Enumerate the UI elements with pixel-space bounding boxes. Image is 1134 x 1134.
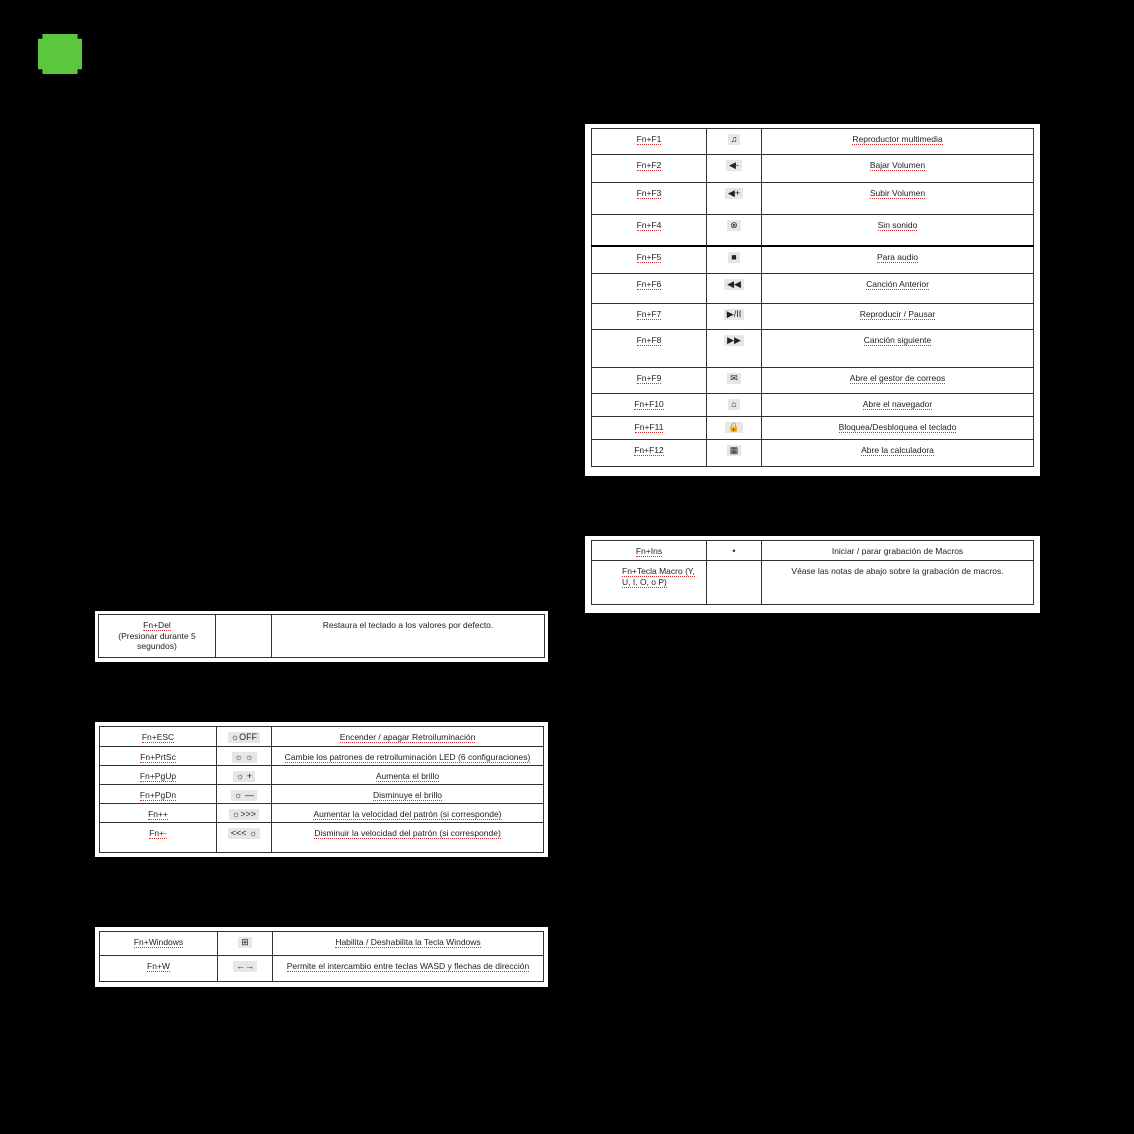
media-row — [592, 129, 1034, 155]
mail-icon: ✉ — [727, 373, 741, 384]
media-key: Fn+F8 — [592, 330, 707, 368]
media-row — [592, 274, 1034, 304]
media-row — [592, 440, 1034, 467]
media-icon-cell — [707, 417, 762, 440]
windows-icon-cell — [218, 932, 273, 956]
lock-icon: 🔒 — [725, 422, 742, 433]
media-key: Fn+F6 — [592, 274, 707, 304]
lighting-icon-cell — [217, 766, 272, 785]
media-desc: Reproductor multimedia — [762, 129, 1034, 155]
media-icon-cell — [707, 246, 762, 274]
volume-down-icon: ◀- — [726, 160, 742, 171]
media-icon-cell — [707, 368, 762, 394]
windows-key: Fn+Windows — [100, 932, 218, 956]
media-key: Fn+F1 — [592, 129, 707, 155]
macro-keys-table — [585, 536, 1040, 613]
media-key: Fn+F3 — [592, 183, 707, 215]
lighting-desc: Aumenta el brillo — [272, 766, 544, 785]
previous-track-icon: ◀◀ — [724, 279, 744, 290]
macro-icon-cell — [707, 561, 762, 605]
media-icon-cell — [707, 440, 762, 467]
media-icon-cell — [707, 183, 762, 215]
windows-desc: Habilita / Deshabilita la Tecla Windows — [273, 932, 544, 956]
media-row — [592, 155, 1034, 183]
speed-down-icon: <<< ☼ — [228, 828, 261, 839]
lighting-row — [100, 747, 544, 766]
music-note-icon: ♫ — [728, 134, 741, 145]
media-row — [592, 183, 1034, 215]
media-row — [592, 394, 1034, 417]
calculator-icon: ▦ — [727, 445, 742, 456]
record-dot-icon: • — [707, 541, 762, 561]
lighting-key: Fn+PrtSc — [100, 747, 217, 766]
media-desc: Bloquea/Desbloquea el teclado — [762, 417, 1034, 440]
media-icon-cell — [707, 274, 762, 304]
macro-record-key: Fn+Ins — [592, 541, 707, 561]
lighting-row — [100, 766, 544, 785]
media-desc: Abre la calculadora — [762, 440, 1034, 467]
speed-up-icon: ☼>>> — [229, 809, 259, 820]
reset-key: Fn+Del (Presionar durante 5 segundos) — [99, 615, 216, 658]
windows-row — [100, 956, 544, 982]
reset-table — [95, 611, 548, 662]
media-key: Fn+F12 — [592, 440, 707, 467]
reset-key-note: (Presionar durante 5 segundos) — [118, 630, 196, 652]
windows-icon-cell — [218, 956, 273, 982]
lighting-row — [100, 785, 544, 804]
stop-icon: ■ — [728, 252, 739, 263]
lighting-icon-cell — [217, 747, 272, 766]
media-key: Fn+F10 — [592, 394, 707, 417]
arrows-swap-icon: ←→ — [233, 961, 257, 972]
media-key: Fn+F5 — [592, 246, 707, 274]
media-row — [592, 215, 1034, 246]
media-key: Fn+F4 — [592, 215, 707, 246]
lighting-icon-cell — [217, 804, 272, 823]
media-icon-cell — [707, 330, 762, 368]
media-desc: Subir Volumen — [762, 183, 1034, 215]
media-key: Fn+F7 — [592, 304, 707, 330]
media-desc: Sin sonido — [762, 215, 1034, 246]
reset-icon-cell — [216, 615, 272, 658]
lighting-key: Fn+PgUp — [100, 766, 217, 785]
media-key: Fn+F2 — [592, 155, 707, 183]
lighting-icon-cell — [217, 823, 272, 853]
lighting-row — [100, 727, 544, 747]
media-row — [592, 304, 1034, 330]
play-pause-icon: ▶/II — [724, 309, 744, 320]
media-icon-cell — [707, 394, 762, 417]
media-key: Fn+F11 — [592, 417, 707, 440]
lighting-desc: Encender / apagar Retroiluminación — [272, 727, 544, 747]
media-icon-cell — [707, 304, 762, 330]
mute-icon: ⊗ — [727, 220, 741, 231]
lighting-key: Fn++ — [100, 804, 217, 823]
lighting-row — [100, 804, 544, 823]
lighting-desc: Disminuir la velocidad del patrón (si corresponde) — [272, 823, 544, 853]
macro-key: Fn+Tecla Macro (Y, U, I, O, o P) — [592, 561, 707, 605]
media-row — [592, 330, 1034, 368]
reset-desc: Restaura el teclado a los valores por defecto. — [272, 615, 545, 658]
windows-keys-table — [95, 927, 548, 987]
brightness-up-icon: ☼ + — [233, 771, 255, 782]
backlight-off-icon: ☼OFF — [228, 732, 260, 743]
lighting-row — [100, 823, 544, 853]
volume-up-icon: ◀+ — [725, 188, 743, 199]
home-icon: ⌂ — [728, 399, 739, 410]
windows-desc: Permite el intercambio entre teclas WASD y flechas de dirección — [273, 956, 544, 982]
lighting-key: Fn+PgDn — [100, 785, 217, 804]
media-desc: Abre el gestor de correos — [762, 368, 1034, 394]
media-desc: Canción siguiente — [762, 330, 1034, 368]
media-row — [592, 417, 1034, 440]
media-desc: Bajar Volumen — [762, 155, 1034, 183]
media-keys-table — [585, 124, 1040, 476]
media-icon-cell — [707, 155, 762, 183]
lighting-keys-table — [95, 722, 548, 857]
next-track-icon: ▶▶ — [724, 335, 744, 346]
media-desc: Para audio — [762, 246, 1034, 274]
media-icon-cell — [707, 129, 762, 155]
media-desc: Abre el navegador — [762, 394, 1034, 417]
media-desc: Canción Anterior — [762, 274, 1034, 304]
macro-record-desc: Iniciar / parar grabación de Macros — [762, 541, 1034, 561]
windows-key: Fn+W — [100, 956, 218, 982]
lighting-key: Fn+- — [100, 823, 217, 853]
lighting-desc: Cambie los patrones de retroiluminación LED (6 configuraciones) — [272, 747, 544, 766]
windows-row — [100, 932, 544, 956]
backlight-pattern-icon: ☼ ☼ — [232, 752, 257, 763]
media-icon-cell — [707, 215, 762, 246]
media-row — [592, 368, 1034, 394]
media-row — [592, 246, 1034, 274]
lighting-desc: Aumentar la velocidad del patrón (si corresponde) — [272, 804, 544, 823]
media-desc: Reproducir / Pausar — [762, 304, 1034, 330]
lighting-icon-cell — [217, 785, 272, 804]
brightness-down-icon: ☼ — — [231, 790, 257, 801]
lighting-key: Fn+ESC — [100, 727, 217, 747]
brand-logo — [38, 34, 82, 74]
media-key: Fn+F9 — [592, 368, 707, 394]
lighting-desc: Disminuye el brillo — [272, 785, 544, 804]
windows-logo-icon: ⊞ — [238, 937, 252, 948]
macro-key-desc: Véase las notas de abajo sobre la grabación de macros. — [762, 561, 1034, 605]
lighting-icon-cell — [217, 727, 272, 747]
